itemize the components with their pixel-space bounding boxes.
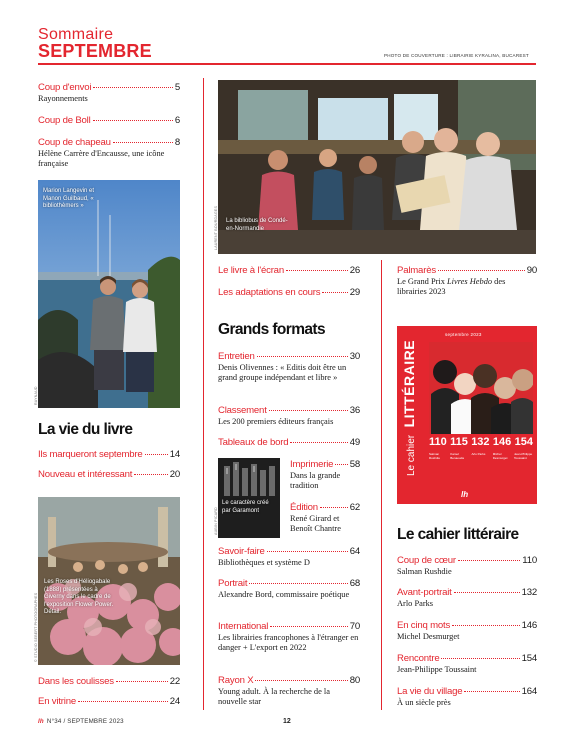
header-rule xyxy=(38,63,536,65)
cover-name: Michel Desmurget xyxy=(492,452,508,460)
toc-entry-adaptations[interactable] xyxy=(218,287,360,298)
toc-page: 6 xyxy=(174,115,180,126)
toc-entry-ils-marqueront[interactable] xyxy=(38,449,180,460)
cover-name: Salman Rushdie xyxy=(429,452,441,460)
photo-garamont xyxy=(218,458,280,538)
cover-name: Arlo Parks xyxy=(471,452,486,456)
toc-label: Entretien xyxy=(218,351,255,362)
toc-label: International xyxy=(218,621,269,632)
toc-entry-classement[interactable] xyxy=(218,405,360,427)
toc-desc: Denis Olivennes : « Editis doit être un grand groupe indépendant et libre » xyxy=(218,363,347,382)
toc-page: 20 xyxy=(169,469,180,480)
toc-page: 90 xyxy=(526,265,537,276)
toc-page: 62 xyxy=(349,502,360,513)
desc-text: Le Grand Prix xyxy=(397,277,448,286)
toc-desc: Salman Rushdie xyxy=(397,567,452,576)
photo-bibliothemers xyxy=(38,180,180,408)
toc-entry-imprimerie[interactable] xyxy=(290,459,360,491)
cahier-cover[interactable] xyxy=(397,326,537,504)
cover-number: 132 xyxy=(471,436,490,448)
cover-number: 115 xyxy=(450,436,468,448)
toc-page: 70 xyxy=(349,621,360,632)
toc-desc: Jean-Philippe Toussaint xyxy=(397,665,477,674)
section-title-grands-formats: Grands formats xyxy=(218,321,326,338)
toc-entry-coulisses[interactable] xyxy=(38,676,180,687)
toc-label: En vitrine xyxy=(38,696,76,707)
toc-page: 14 xyxy=(169,449,180,460)
portraits-illustration xyxy=(429,342,533,434)
cover-name: Kamel Benaouda xyxy=(450,452,464,460)
photo-roses-heliogabale xyxy=(38,497,180,665)
toc-entry-vie-du-village[interactable] xyxy=(397,686,537,708)
photo-credit: © STUDIO SEBERT PHOTOGRAPHES xyxy=(34,592,38,662)
toc-desc: Young adult. À la recherche de la nouvelle star xyxy=(218,687,330,706)
toc-entry-nouveau[interactable] xyxy=(38,469,180,480)
photo-credit: RAYNAUD xyxy=(34,386,38,405)
toc-page: 68 xyxy=(349,578,360,589)
toc-page: 30 xyxy=(349,351,360,362)
toc-label: Coup de chapeau xyxy=(38,137,111,148)
toc-desc: Les librairies francophones à l'étranger en danger + L'export en 2022 xyxy=(218,633,359,652)
photo-credit: AUBIN PICARD xyxy=(214,507,218,535)
photo-caption: Marion Langevin et Manon Guilbaud, « bibliothèmers » xyxy=(43,188,95,210)
toc-page: 154 xyxy=(521,653,537,664)
photo-harbour-illustration xyxy=(38,180,180,408)
toc-label: En cinq mots xyxy=(397,620,451,631)
toc-entry-palmares[interactable] xyxy=(397,265,537,297)
toc-page: 110 xyxy=(522,555,537,566)
toc-entry-coup-de-coeur[interactable] xyxy=(397,555,537,577)
cover-number: 146 xyxy=(492,436,512,448)
toc-desc: Alexandre Bord, commissaire poétique xyxy=(218,590,350,599)
toc-desc: Rayonnements xyxy=(38,94,88,103)
toc-entry-savoir-faire[interactable] xyxy=(218,546,360,568)
cover-numbers xyxy=(429,436,533,448)
toc-entry-vitrine[interactable] xyxy=(38,696,180,707)
toc-desc xyxy=(397,277,537,297)
photo-caption: La bibliobus de Condé-en-Normandie xyxy=(226,218,288,232)
toc-label: Portrait xyxy=(218,578,248,589)
footer-issue xyxy=(38,718,124,725)
toc-label: Coup de cœur xyxy=(397,555,456,566)
toc-label: Édition xyxy=(290,502,318,513)
toc-label: La vie du village xyxy=(397,686,463,697)
footer-logo: lh xyxy=(38,718,44,725)
section-title-cahier-litteraire: Le cahier littéraire xyxy=(397,526,519,543)
section-title-vie-du-livre: La vie du livre xyxy=(38,421,133,438)
cover-photo-credit: PHOTO DE COUVERTURE : LIBRAIRIE KYRALINA, BUCAREST xyxy=(384,53,529,58)
toc-entry-tableaux-de-bord[interactable] xyxy=(218,437,360,448)
toc-label: Les adaptations en cours xyxy=(218,287,321,298)
page-number: 12 xyxy=(283,718,291,725)
toc-entry-coup-envoi[interactable] xyxy=(38,82,180,104)
toc-desc: René Girard et Benoît Chantre xyxy=(290,514,341,533)
toc-label: Avant-portrait xyxy=(397,587,452,598)
cover-number: 154 xyxy=(514,436,533,448)
toc-page: 8 xyxy=(174,137,180,148)
toc-desc: Hélène Carrère d'Encausse, une icône française xyxy=(38,149,165,168)
cover-top-label: septembre 2023 xyxy=(445,332,482,337)
toc-entry-international[interactable] xyxy=(218,621,360,653)
toc-page: 164 xyxy=(521,686,537,697)
toc-label: Classement xyxy=(218,405,267,416)
column-divider-right xyxy=(381,260,382,710)
toc-entry-rencontre[interactable] xyxy=(397,653,537,675)
toc-page: 64 xyxy=(349,546,360,557)
photo-caption: Les Roses d'Héliogabale (1888) présentées à Giverny dans le cadre de l'exposition Flower Power. Détail. xyxy=(44,579,114,616)
toc-entry-livre-ecran[interactable] xyxy=(218,265,360,276)
toc-entry-coup-de-chapeau[interactable] xyxy=(38,137,180,169)
toc-label: Coup de Boll xyxy=(38,115,91,126)
toc-entry-coup-de-boll[interactable] xyxy=(38,115,180,126)
desc-italic: Livres Hebdo xyxy=(447,277,493,286)
toc-desc: Arlo Parks xyxy=(397,599,434,608)
toc-page: 24 xyxy=(169,696,180,707)
toc-label: Le livre à l'écran xyxy=(218,265,284,276)
cover-title-small: Le cahier xyxy=(406,434,417,476)
toc-page: 29 xyxy=(349,287,360,298)
photo-credit: LAURENT BOURDAGES xyxy=(214,205,218,250)
cover-title-block xyxy=(401,340,419,476)
toc-entry-avant-portrait[interactable] xyxy=(397,587,537,609)
toc-page: 26 xyxy=(349,265,360,276)
toc-page: 22 xyxy=(169,676,180,687)
toc-desc: Les 200 premiers éditeurs français xyxy=(218,417,334,426)
toc-desc: Michel Desmurget xyxy=(397,632,460,641)
cover-title-big: LITTÉRAIRE xyxy=(401,339,417,428)
desc-text: des librairies 2023 xyxy=(397,277,506,296)
toc-page: 49 xyxy=(349,437,360,448)
toc-label: Nouveau et intéressant xyxy=(38,469,133,480)
photo-caption: Le caractère créé par Garamont xyxy=(222,500,269,514)
toc-desc: Dans la grande tradition xyxy=(290,471,341,490)
cover-name: Jean-Philippe Toussaint xyxy=(514,452,533,460)
type-illustration xyxy=(218,458,280,538)
toc-label: Coup d'envoi xyxy=(38,82,92,93)
toc-label: Imprimerie xyxy=(290,459,334,470)
toc-entry-entretien[interactable] xyxy=(218,351,360,383)
cover-number: 110 xyxy=(429,436,447,448)
toc-page: 58 xyxy=(349,459,360,470)
toc-entry-portrait[interactable] xyxy=(218,578,360,600)
toc-page: 132 xyxy=(521,587,537,598)
header-month: SEPTEMBRE xyxy=(38,41,152,61)
cover-names xyxy=(429,452,533,460)
cover-portraits xyxy=(429,342,533,434)
cover-logo: lh xyxy=(461,490,469,499)
toc-label: Palmarès xyxy=(397,265,436,276)
toc-page: 5 xyxy=(174,82,180,93)
toc-page: 146 xyxy=(521,620,537,631)
toc-label: Ils marqueront septembre xyxy=(38,449,143,460)
photo-bibliobus xyxy=(218,80,536,254)
toc-label: Savoir-faire xyxy=(218,546,265,557)
toc-page: 80 xyxy=(349,675,360,686)
toc-label: Rayon X xyxy=(218,675,254,686)
toc-entry-en-cinq-mots[interactable] xyxy=(397,620,537,642)
toc-label: Tableaux de bord xyxy=(218,437,289,448)
toc-entry-edition[interactable] xyxy=(290,502,360,534)
toc-label: Rencontre xyxy=(397,653,440,664)
toc-desc: Bibliothèques et système D xyxy=(218,558,310,567)
footer-issue-text: N°34 / SEPTEMBRE 2023 xyxy=(46,718,124,725)
toc-entry-rayon-x[interactable] xyxy=(218,675,360,707)
toc-page: 36 xyxy=(349,405,360,416)
column-divider-left xyxy=(203,78,204,710)
header-sommaire: Sommaire xyxy=(38,26,114,43)
toc-label: Dans les coulisses xyxy=(38,676,114,687)
toc-desc: À un siècle près xyxy=(397,698,451,707)
